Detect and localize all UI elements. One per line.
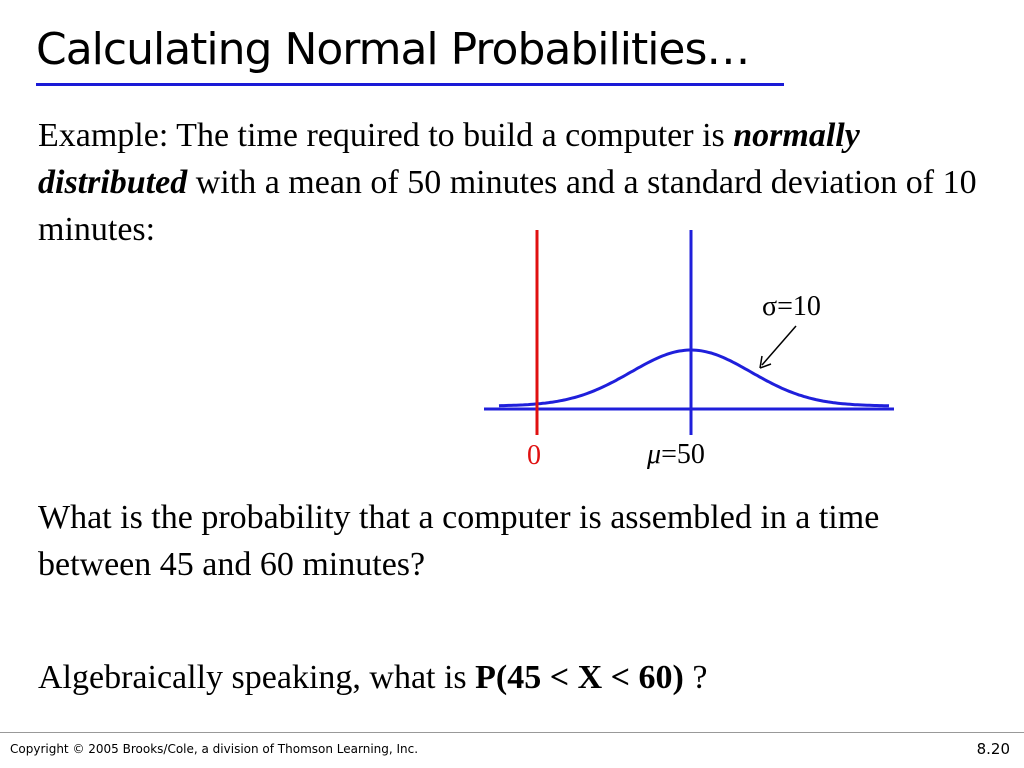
mean-label xyxy=(646,439,705,470)
normal-distribution-diagram xyxy=(470,222,900,477)
probability-expression: P(45 < X < 60) xyxy=(475,659,684,696)
sigma-label: σ=10 xyxy=(762,291,821,322)
title-underline xyxy=(36,83,784,86)
mu-symbol: μ xyxy=(647,439,662,470)
page-number: 8.20 xyxy=(976,740,1010,758)
mu-value: =50 xyxy=(661,439,705,470)
footer-divider xyxy=(0,732,1024,733)
algebra-paragraph xyxy=(38,654,998,701)
example-intro: Example: The time required to build a computer is xyxy=(38,117,734,154)
normal-curve xyxy=(499,350,889,406)
algebra-prefix: Algebraically speaking, what is xyxy=(38,659,476,696)
algebra-suffix: ? xyxy=(683,659,708,696)
copyright-text: Copyright © 2005 Brooks/Cole, a division of Thomson Learning, Inc. xyxy=(10,742,419,756)
question-paragraph: What is the probability that a computer is assembled in a time between 45 and 60 minutes? xyxy=(38,499,880,583)
example-rest: with a mean of 50 minutes and a standard deviation of 10 minutes: xyxy=(38,164,977,248)
slide-title: Calculating Normal Probabilities… xyxy=(36,24,750,75)
sigma-arrow-shaft xyxy=(762,326,796,365)
example-emphasis-distributed: distributed xyxy=(38,164,188,201)
example-emphasis-normally: normally xyxy=(733,117,860,154)
zero-label: 0 xyxy=(527,440,541,471)
